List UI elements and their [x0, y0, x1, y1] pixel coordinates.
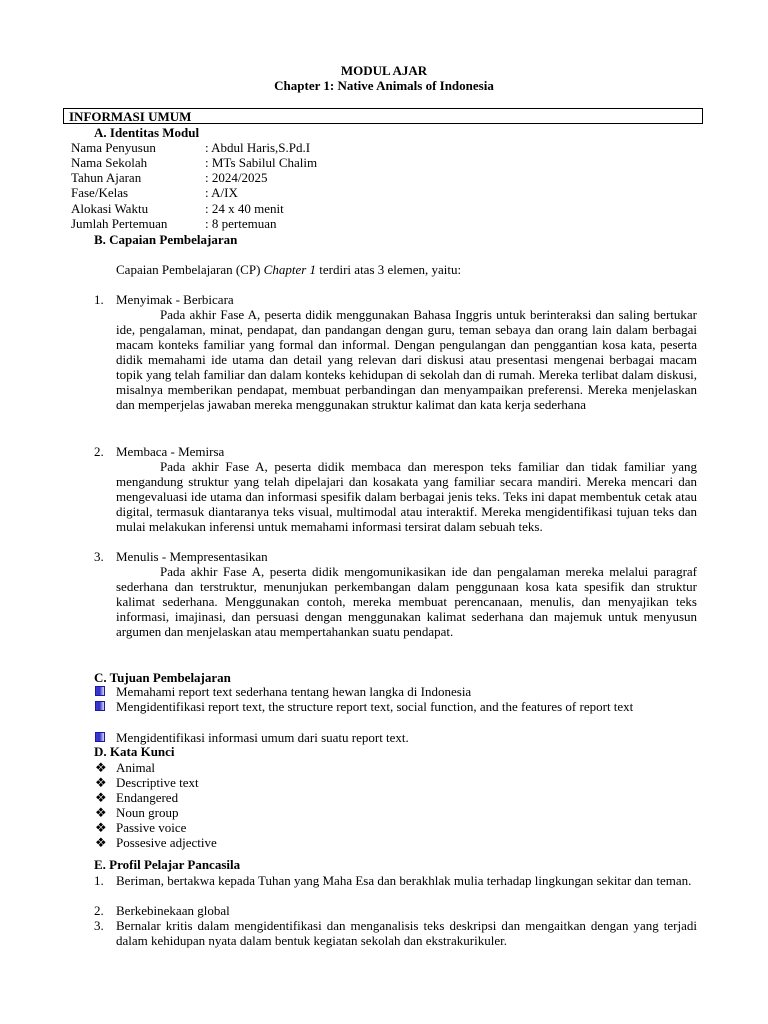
keyword-item: Noun group [116, 805, 179, 820]
four-diamond-bullet-icon: ❖ [95, 835, 107, 850]
identity-value: : A/IX [205, 185, 238, 200]
section-c-heading: C. Tujuan Pembelajaran [94, 670, 231, 685]
info-umum-box [63, 108, 703, 124]
identity-value: : Abdul Haris,S.Pd.I [205, 140, 311, 155]
cp-intro [116, 262, 461, 277]
profile-number: 3. [94, 918, 104, 933]
element-number: 2. [94, 444, 104, 459]
identity-value: : MTs Sabilul Chalim [205, 155, 318, 170]
four-diamond-bullet-icon: ❖ [95, 790, 107, 805]
element-text: Pada akhir Fase A, peserta didik menggunakan Bahasa Inggris untuk berinteraksi dan saling bertukar ide, pengalaman, minat, pendapat, dan pandangan dengan guru, teman sebaya dan orang lain dalam berbagai macam konteks familiar yang formal dan informal. Dengan pengulangan dan penggantian kosa kata, peserta didik memahami ide utama dan detail yang relevan dari diskusi atau presentasi mengenai berbagai macam topik yang telah familiar dan dalam konteks kehidupan di sekolah dan di rumah. Mereka terlibat dalam diskusi, misalnya memberikan pendapat, membuat perbandingan dan menyampaikan preferensi. Mereka menjelaskan dan memperjelas jawaban mereka menggunakan struktur kalimat dan kata kerja sederhana [116, 307, 697, 412]
identity-label: Tahun Ajaran [71, 170, 142, 185]
element-text: Pada akhir Fase A, peserta didik mengomunikasikan ide dan pengalaman mereka melalui paragraf sederhana dan terstruktur, menunjukan perkembangan dalam penggunaan kosa kata spesifik dan struktur kalimat sederhana. Menggunakan contoh, mereka membuat perencanaan, menulis, dan menyajikan teks informasi, imajinasi, dan persuasi dengan menggunakan kalimat sederhana dan majemuk untuk menyusun argumen dan menjelaskan atau mempertahankan suatu pendapat. [116, 564, 697, 639]
four-diamond-bullet-icon: ❖ [95, 760, 107, 775]
keyword-item: Passive voice [116, 820, 187, 835]
four-diamond-bullet-icon: ❖ [95, 820, 107, 835]
element-title: Membaca - Memirsa [116, 444, 225, 459]
identity-label: Fase/Kelas [71, 185, 129, 200]
identity-label: Alokasi Waktu [71, 201, 149, 216]
profile-number: 1. [94, 873, 104, 888]
profile-item: Beriman, bertakwa kepada Tuhan yang Maha Esa dan berakhlak mulia terhadap lingkungan sekitar dan teman. [116, 873, 692, 888]
section-b-heading: B. Capaian Pembelajaran [94, 232, 238, 247]
identity-label: Jumlah Pertemuan [71, 216, 168, 231]
info-umum-label: INFORMASI UMUM [69, 109, 192, 124]
keyword-item: Possesive adjective [116, 835, 217, 850]
profile-item: Bernalar kritis dalam mengidentifikasi dan menganalisis teks deskripsi dan mengaitkan dengan yang terjadi dalam kehidupan nyata dalam bentuk kegiatan sekolah dan ekstrakurikuler. [116, 918, 697, 948]
element-description [116, 307, 697, 412]
identity-label: Nama Sekolah [71, 155, 148, 170]
keyword-item: Endangered [116, 790, 179, 805]
element-text: Pada akhir Fase A, peserta didik membaca dan merespon teks familiar dan tidak familiar yang mengandung struktur yang telah dipelajari dan kosakata yang familiar secara mandiri. Mereka mencari dan mengevaluasi ide utama dan informasi spesifik dalam berbagai jenis teks. Teks ini dapat membentuk cetak atau digital, termasuk diantaranya teks visual, multimodal atau interaktif. Mereka mengidentifikasi tujuan teks dan mulai melakukan inferensi untuk memahami informasi tersirat dalam sebuah teks. [116, 459, 697, 534]
section-e-heading: E. Profil Pelajar Pancasila [94, 857, 241, 872]
objective-item: Mengidentifikasi informasi umum dari suatu report text. [116, 730, 409, 745]
element-number: 1. [94, 292, 104, 307]
identity-value: : 8 pertemuan [205, 216, 277, 231]
section-d-heading: D. Kata Kunci [94, 744, 175, 759]
cp-intro-text: terdiri atas 3 elemen, yaitu: [316, 262, 462, 277]
identity-value: : 2024/2025 [205, 170, 268, 185]
cp-intro-chapter: Chapter 1 [263, 262, 317, 277]
objective-item: Memahami report text sederhana tentang hewan langka di Indonesia [116, 684, 472, 699]
four-diamond-bullet-icon: ❖ [95, 805, 107, 820]
element-description [116, 564, 697, 639]
blue-square-bullet-icon [95, 732, 105, 742]
profile-item: Berkebinekaan global [116, 903, 230, 918]
profile-number: 2. [94, 903, 104, 918]
section-a-heading: A. Identitas Modul [94, 125, 200, 140]
element-number: 3. [94, 549, 104, 564]
identity-label: Nama Penyusun [71, 140, 156, 155]
document-subtitle: Chapter 1: Native Animals of Indonesia [274, 78, 494, 93]
keyword-item: Descriptive text [116, 775, 199, 790]
objective-item: Mengidentifikasi report text, the structure report text, social function, and the features of report text [116, 699, 634, 714]
blue-square-bullet-icon [95, 686, 105, 696]
identity-value: : 24 x 40 menit [205, 201, 284, 216]
keyword-item: Animal [116, 760, 155, 775]
cp-intro-text: Capaian Pembelajaran (CP) [116, 262, 264, 277]
blue-square-bullet-icon [95, 701, 105, 711]
four-diamond-bullet-icon: ❖ [95, 775, 107, 790]
document-title: MODUL AJAR [340, 63, 428, 78]
element-title: Menulis - Mempresentasikan [116, 549, 268, 564]
element-description [116, 459, 697, 534]
element-title: Menyimak - Berbicara [116, 292, 234, 307]
